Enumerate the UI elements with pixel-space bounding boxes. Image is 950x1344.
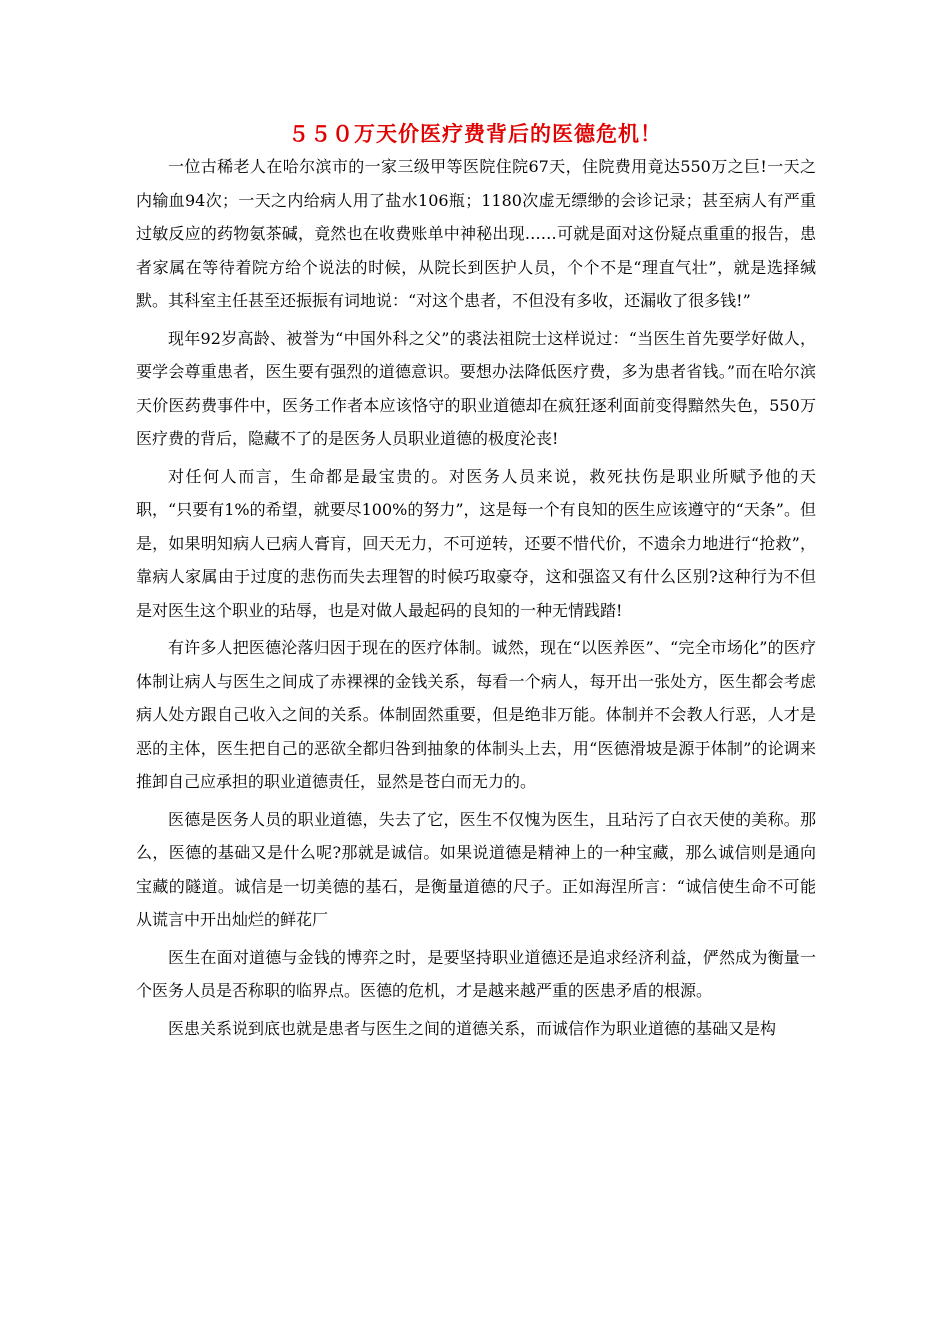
paragraph: 一位古稀老人在哈尔滨市的一家三级甲等医院住院67天，住院费用竟达550万之巨!一天之内输血94次；一天之内给病人用了盐水106瓶；1180次虚无缥缈的会诊记录；甚至病人有严重过敏反应的药物氨茶碱，竟然也在收费账单中神秘出现……可就是面对这份疑点重重的报告，患者家属在等待着院方给个说法的时候，从院长到医护人员，个个不是“理直气壮”，就是选择缄默。其科室主任甚至还振振有词地说：“对这个患者，不但没有多收，还漏收了很多钱!” (136, 157, 816, 310)
paragraph: 对任何人而言，生命都是最宝贵的。对医务人员来说，救死扶伤是职业所赋予他的天职，“只要有1%的希望，就要尽100%的努力”，这是每一个有良知的医生应该遵守的“天条”。但是，如果明知病人已病人膏肓，回天无力，不可逆转，还要不惜代价，不遗余力地进行“抢救”，靠病人家属由于过度的悲伤而失去理智的时候巧取豪夺，这和强盗又有什么区别?这种行为不但是对医生这个职业的玷辱，也是对做人最起码的良知的一种无情践踏! (136, 466, 816, 620)
paragraph: 现年92岁高龄、被誉为“中国外科之父”的裘法祖院士这样说过：“当医生首先要学好做人，要学会尊重患者，医生要有强烈的道德意识。要想办法降低医疗费，多为患者省钱。”而在哈尔滨天价医药费事件中，医务工作者本应该恪守的职业道德却在疯狂逐利面前变得黯然失色，550万医疗费的背后，隐藏不了的是医务人员职业道德的极度沦丧! (136, 328, 816, 448)
paragraph: 医生在面对道德与金钱的博弈之时，是要坚持职业道德还是追求经济利益，俨然成为衡量一个医务人员是否称职的临界点。医德的危机，才是越来越严重的医患矛盾的根源。 (136, 947, 816, 1000)
document-body (136, 150, 816, 1045)
paragraph: 有许多人把医德沦落归因于现在的医疗体制。诚然，现在“以医养医”、“完全市场化”的医疗体制让病人与医生之间成了赤裸裸的金钱关系，每看一个病人，每开出一张处方，医生都会考虑病人处方跟自己收入之间的关系。体制固然重要，但是绝非万能。体制并不会教人行恶，人才是恶的主体，医生把自己的恶欲全都归咎到抽象的体制头上去，用“医德滑坡是源于体制”的论调来推卸自己应承担的职业道德责任，显然是苍白而无力的。 (136, 638, 816, 791)
paragraph: 医德是医务人员的职业道德，失去了它，医生不仅愧为医生，且玷污了白衣天使的美称。那么，医德的基础又是什么呢?那就是诚信。如果说道德是精神上的一种宝藏，那么诚信则是通向宝藏的隧道。诚信是一切美德的基石，是衡量道德的尺子。正如海涅所言：“诚信使生命不可能从谎言中开出灿烂的鲜花厂 (136, 809, 816, 929)
document-title: ５５０万天价医疗费背后的医德危机！ (288, 121, 662, 146)
paragraph: 医患关系说到底也就是患者与医生之间的道德关系，而诚信作为职业道德的基础又是构 (168, 1018, 777, 1038)
